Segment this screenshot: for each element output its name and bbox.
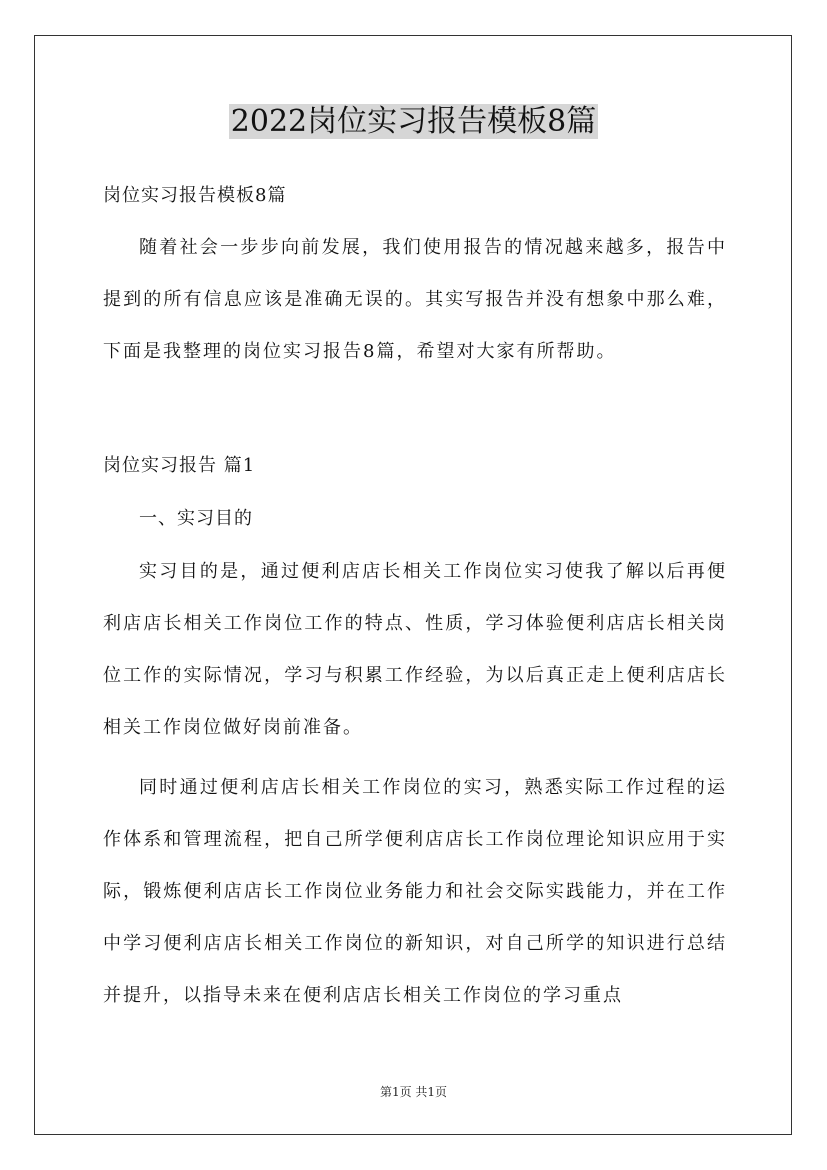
section-heading: 岗位实习报告 篇1: [103, 455, 256, 476]
intro-paragraph: 随着社会一步步向前发展，我们使用报告的情况越来越多，报告中提到的所有信息应该是准确无误的。其实写报告并没有想象中那么难，下面是我整理的岗位实习报告8篇，希望对大家有所帮助。: [103, 237, 727, 362]
document-subtitle: 岗位实习报告模板8篇: [103, 185, 287, 206]
body-paragraph-2: 同时通过便利店店长相关工作岗位的实习，熟悉实际工作过程的运作体系和管理流程，把自己所学便利店店长工作岗位理论知识应用于实际，锻炼便利店店长工作岗位业务能力和社会交际实践能力，并在工作中学习便利店店长相关工作岗位的新知识，对自己所学的知识进行总结并提升，以指导未来在便利店店长相关工作岗位的学习重点: [103, 777, 727, 1006]
document-title: [0, 100, 827, 144]
document-title-text: 2022岗位实习报告模板8篇: [230, 104, 597, 139]
section-subheading: 一、实习目的: [139, 508, 253, 529]
page-footer: 第1页 共1页: [379, 1085, 448, 1099]
body-paragraph-1: 实习目的是，通过便利店店长相关工作岗位实习使我了解以后再便利店店长相关工作岗位工作的特点、性质，学习体验便利店店长相关岗位工作的实际情况，学习与积累工作经验，为以后真正走上便利店店长相关工作岗位做好岗前准备。: [103, 561, 727, 738]
